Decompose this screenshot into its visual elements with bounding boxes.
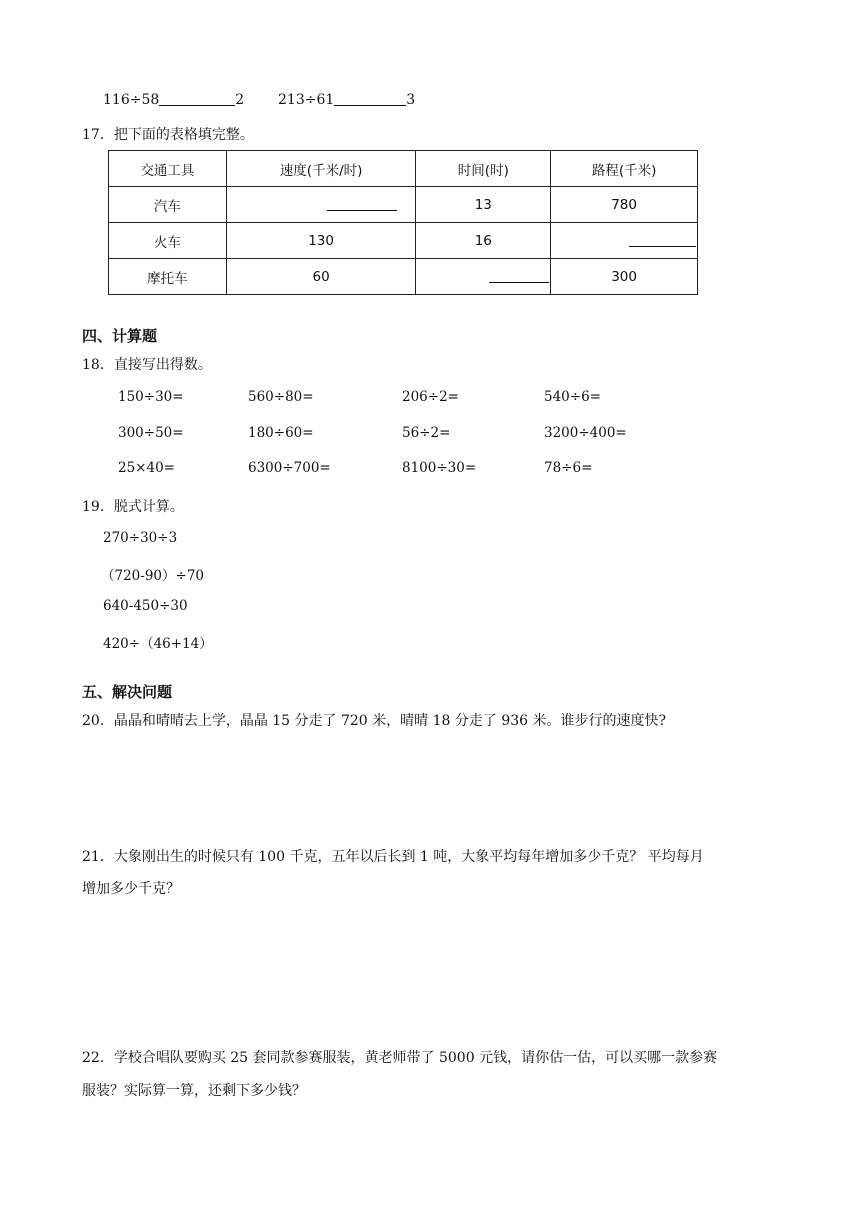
table-cell-blank[interactable] <box>551 223 698 259</box>
table-header: 时间(时) <box>416 151 551 187</box>
q19-prompt <box>82 496 184 516</box>
table-cell: 火车 <box>109 223 227 259</box>
question-text: 学校合唱队要购买 25 套同款参赛服装，黄老师带了 5000 元钱，请你估一估，可以买哪一款参赛 <box>113 1050 718 1066</box>
calc-item: 25×40= <box>118 460 175 476</box>
q21-line-1 <box>82 846 704 866</box>
table-cell: 60 <box>226 259 416 295</box>
question-number: 17． <box>82 127 114 143</box>
expression-item: 420÷（46+14） <box>103 636 213 652</box>
expression-item: 270÷30÷3 <box>103 530 178 546</box>
calc-item: 300÷50= <box>118 425 184 441</box>
answer-blank[interactable] <box>489 282 549 283</box>
table-cell-blank[interactable] <box>226 187 416 223</box>
question-text: 晶晶和晴晴去上学，晶晶 15 分走了 720 米，晴晴 18 分走了 936 米。谁步行的速度快? <box>113 713 667 729</box>
table-cell: 13 <box>416 187 551 223</box>
question-number: 18． <box>82 357 114 373</box>
question-text: 直接写出得数。 <box>113 357 212 373</box>
table-row <box>109 259 698 295</box>
calc-item: 56÷2= <box>402 425 451 441</box>
calc-item: 3200÷400= <box>544 425 627 441</box>
table-header-row <box>109 151 698 187</box>
q16-rhs: 3 <box>406 92 416 108</box>
table-cell: 130 <box>226 223 416 259</box>
expression-item: （720-90）÷70 <box>101 568 204 584</box>
question-number: 19． <box>82 499 114 515</box>
q16-blank[interactable] <box>159 91 235 106</box>
expression-item: 640-450÷30 <box>103 598 188 614</box>
question-text: 脱式计算。 <box>113 499 184 515</box>
table-cell: 摩托车 <box>109 259 227 295</box>
table-cell-blank[interactable] <box>416 259 551 295</box>
calc-item: 8100÷30= <box>402 460 477 476</box>
question-text: 把下面的表格填完整。 <box>113 127 254 143</box>
table-row <box>109 187 698 223</box>
q16-blank[interactable] <box>334 91 406 106</box>
table-header: 交通工具 <box>109 151 227 187</box>
table-cell: 300 <box>551 259 698 295</box>
q16-item-2 <box>278 91 415 108</box>
q17-prompt <box>82 124 254 144</box>
q21-line-2: 增加多少千克？ <box>82 881 180 897</box>
q16-item-1 <box>103 91 244 108</box>
transport-table <box>108 150 698 295</box>
q22-line-1 <box>82 1047 717 1067</box>
table-cell: 汽车 <box>109 187 227 223</box>
section-heading: 四、计算题 <box>82 327 158 345</box>
table-header: 路程(千米) <box>551 151 698 187</box>
q16-rhs: 2 <box>235 92 245 108</box>
calc-item: 540÷6= <box>544 389 601 405</box>
table-cell: 780 <box>551 187 698 223</box>
q22-line-2: 服装？实际算一算，还剩下多少钱？ <box>82 1083 306 1099</box>
q16-expr: 213÷61 <box>278 92 335 108</box>
table-header: 速度(千米/时) <box>226 151 416 187</box>
question-number: 21． <box>82 849 114 865</box>
calc-item: 6300÷700= <box>248 460 331 476</box>
calc-item: 150÷30= <box>118 389 184 405</box>
table-row <box>109 223 698 259</box>
question-text: 大象刚出生的时候只有 100 千克，五年以后长到 1 吨，大象平均每年增加多少千克？ 平均每月 <box>113 849 704 865</box>
q16-expr: 116÷58 <box>103 92 160 108</box>
section-heading: 五、解决问题 <box>82 683 173 701</box>
answer-blank[interactable] <box>327 210 397 211</box>
question-number: 22． <box>82 1050 114 1066</box>
calc-item: 180÷60= <box>248 425 314 441</box>
q20-text <box>82 710 666 730</box>
calc-item: 206÷2= <box>402 389 459 405</box>
calc-item: 560÷80= <box>248 389 314 405</box>
answer-blank[interactable] <box>629 246 696 247</box>
question-number: 20． <box>82 713 114 729</box>
calc-item: 78÷6= <box>544 460 593 476</box>
q18-prompt <box>82 354 212 374</box>
table-cell: 16 <box>416 223 551 259</box>
